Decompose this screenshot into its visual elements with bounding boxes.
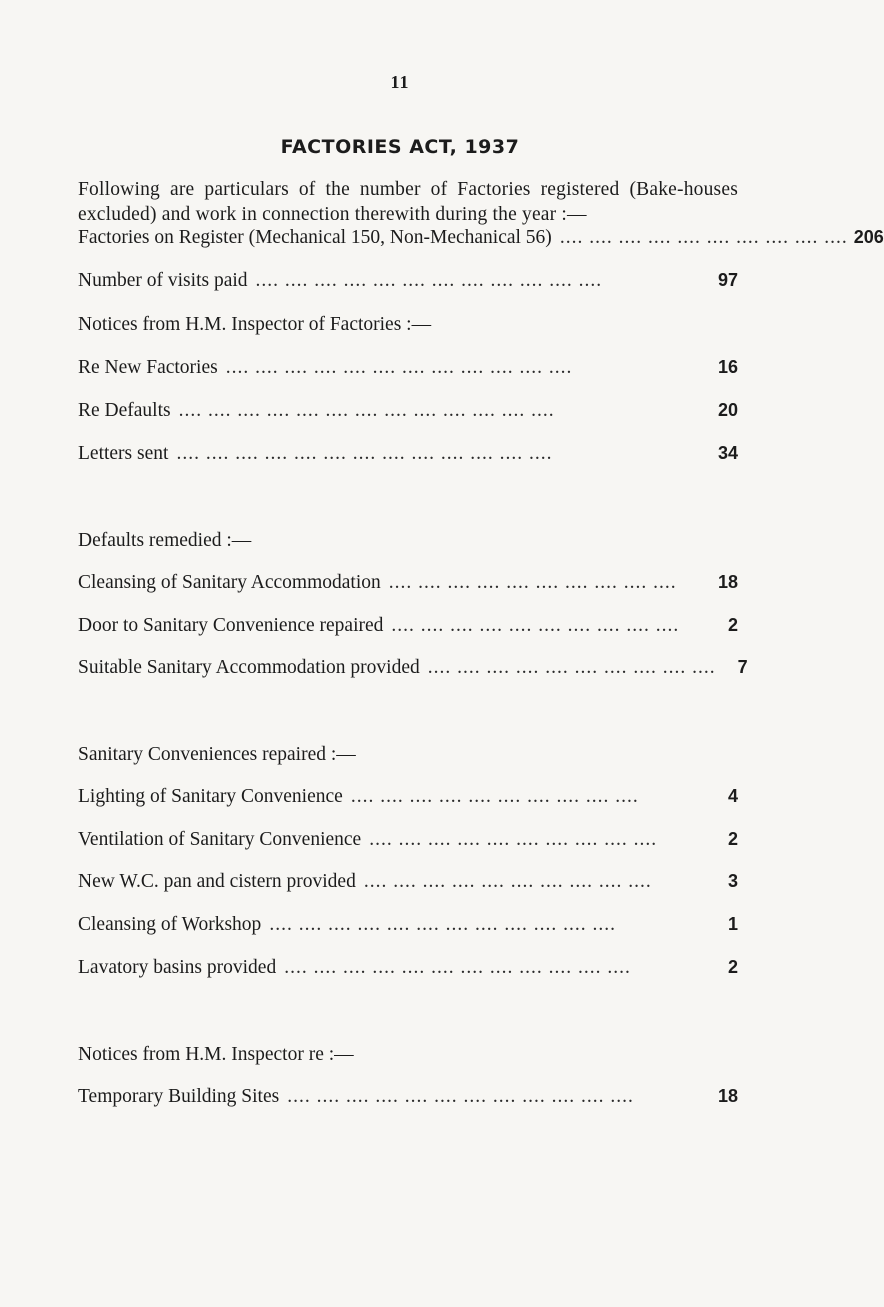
dot-leader: .... .... .... .... .... .... .... .... .... .... .... .... .... [176,443,553,464]
conveniences-heading: Sanitary Conveniences repaired :— [78,744,356,765]
row-label: Lighting of Sanitary Convenience [78,786,343,807]
register-row-factories [78,227,884,257]
row-label: Door to Sanitary Convenience repaired [78,615,384,636]
row-value: 7 [737,657,748,677]
row-value: 97 [717,270,738,290]
defaults-heading: Defaults remedied :— [78,530,252,551]
conveniences-row-wc-pan [78,871,738,901]
conveniences-row-lavatory [78,957,738,987]
dot-leader: .... .... .... .... .... .... .... .... .... .... [388,572,677,593]
row-label: Factories on Register (Mechanical 150, Non-Mechanical 56) [78,227,552,248]
dot-leader: .... .... .... .... .... .... .... .... .... .... .... .... [225,357,573,378]
row-label: New W.C. pan and cistern provided [78,871,356,892]
dot-leader: .... .... .... .... .... .... .... .... .... .... .... .... [287,1086,634,1107]
dot-leader: .... .... .... .... .... .... .... .... .... .... .... .... .... [178,400,555,421]
row-label: Number of visits paid [78,270,248,291]
page-title: FACTORIES ACT, 1937 [280,136,520,158]
conveniences-row-workshop [78,914,738,944]
dot-leader: .... .... .... .... .... .... .... .... .... .... [559,227,848,248]
dot-leader: .... .... .... .... .... .... .... .... .... .... .... .... [284,957,631,978]
row-value: 18 [717,1086,738,1106]
row-value: 2 [727,957,738,977]
row-label: Suitable Sanitary Accommodation provided [78,657,420,678]
row-label: Cleansing of Workshop [78,914,262,935]
dot-leader: .... .... .... .... .... .... .... .... .... .... [350,786,639,807]
row-label: Re New Factories [78,357,218,378]
conveniences-row-ventilation [78,829,738,859]
row-value: 18 [717,572,738,592]
row-label: Letters sent [78,443,169,464]
row-value: 16 [717,357,738,377]
row-label: Re Defaults [78,400,171,421]
row-label: Temporary Building Sites [78,1086,280,1107]
dot-leader: .... .... .... .... .... .... .... .... .... .... .... .... [255,270,603,291]
inspector-row-building-sites [78,1086,738,1116]
row-value: 20 [717,400,738,420]
register-row-visits [78,270,738,300]
intro-paragraph: Following are particulars of the number of Factories registered (Bake-houses excluded) and work in connection therewith during the year :— [78,179,738,225]
row-value: 4 [727,786,738,806]
conveniences-row-lighting [78,786,738,816]
row-value: 206 [853,227,884,247]
row-label: Cleansing of Sanitary Accommodation [78,572,381,593]
notices-row-new-factories [78,357,738,387]
row-value: 2 [727,829,738,849]
row-value: 2 [727,615,738,635]
defaults-row-accommodation [78,657,748,687]
defaults-row-cleansing [78,572,738,602]
dot-leader: .... .... .... .... .... .... .... .... .... .... [363,871,652,892]
row-label: Ventilation of Sanitary Convenience [78,829,362,850]
page-number: 11 [390,72,410,92]
dot-leader: .... .... .... .... .... .... .... .... .... .... .... .... [269,914,616,935]
dot-leader: .... .... .... .... .... .... .... .... .... .... [391,615,680,636]
notices-row-defaults [78,400,738,430]
dot-leader: .... .... .... .... .... .... .... .... .... .... [369,829,658,850]
notices-heading: Notices from H.M. Inspector of Factories :— [78,314,432,335]
row-label: Lavatory basins provided [78,957,277,978]
notices-row-letters-sent [78,443,738,473]
row-value: 3 [727,871,738,891]
defaults-row-door [78,615,738,645]
dot-leader: .... .... .... .... .... .... .... .... .... .... [427,657,716,678]
row-value: 34 [717,443,738,463]
inspector-heading: Notices from H.M. Inspector re :— [78,1044,354,1065]
row-value: 1 [727,914,738,934]
